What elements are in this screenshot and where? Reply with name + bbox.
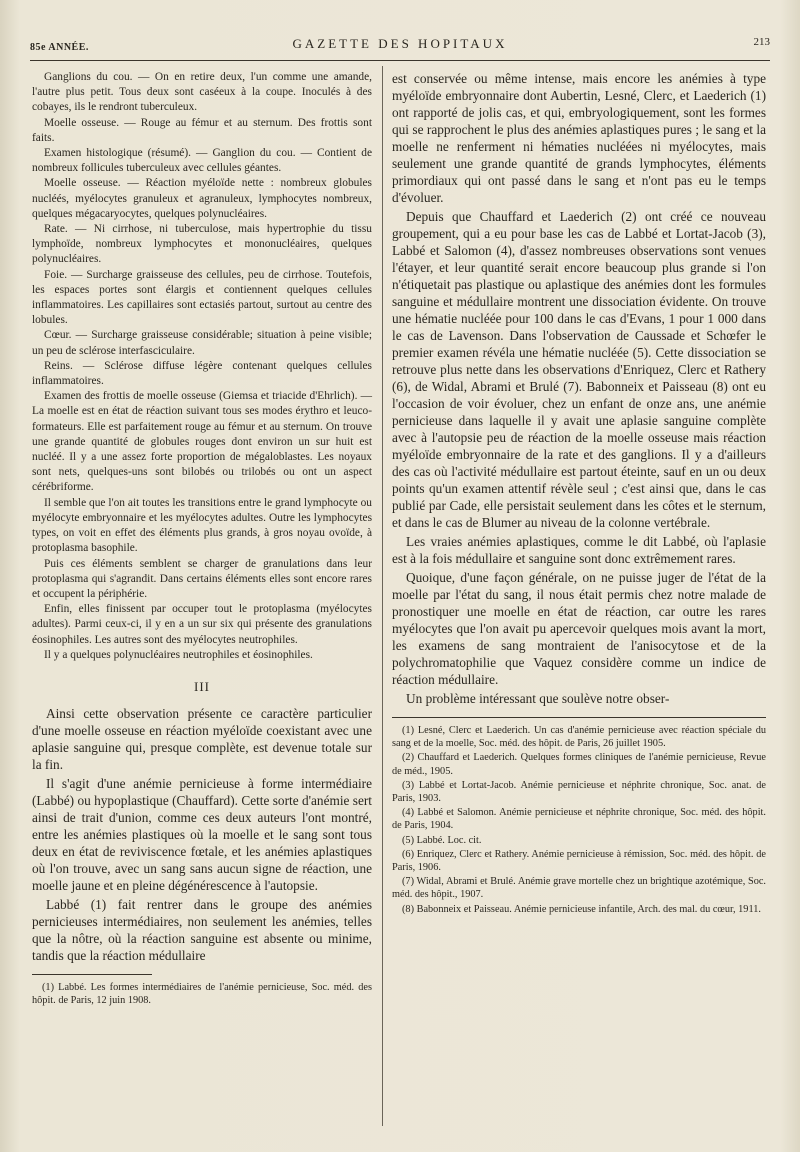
footnote: (1) Lesné, Clerc et Laederich. Un cas d'anémie pernicieuse avec réaction spéciale du sang et de la moelle, Soc. méd. des hôpit. de Paris, 26 juillet 1905. — [392, 725, 766, 750]
discussion-text-continued — [392, 70, 766, 707]
paragraph: Foie. — Surcharge graisseuse des cellules, peu de cirrhose. Toutefois, les espaces portes sont élargis et contiennent quelques cellules inflammatoires. Les capillaires sont ectasiés partout, surtout au centre des lobules. — [32, 268, 372, 327]
left-column — [32, 70, 372, 1008]
paragraph: Moelle osseuse. — Rouge au fémur et au sternum. Des frottis sont faits. — [32, 116, 372, 144]
paragraph: Un problème intéressant que soulève notre obser- — [406, 691, 670, 706]
footnote-rule — [392, 717, 766, 718]
paragraph: Cœur. — Surcharge graisseuse considérable; situation à peine visible; un peu de sclérose interfasciculaire. — [32, 329, 372, 357]
autopsy-findings — [32, 70, 372, 663]
paragraph: Labbé (1) fait rentrer dans le groupe des anémies pernicieuses intermédiaires, non seulement les anémies, telles que la nôtre, où la réaction sanguine est absente ou minime, tandis que la réaction médullaire — [32, 896, 372, 963]
volume-year: 85e ANNÉE. — [30, 42, 89, 53]
paragraph: Moelle osseuse. — Réaction myéloïde nette : nombreux globules nucléés, myélocytes granuleux et agranuleux, lymphocytes nombreux, quelques mégacaryocytes, quelques polynucléaires. — [32, 177, 372, 220]
footnote: (6) Enriquez, Clerc et Rathery. Anémie pernicieuse à rémission, Soc. méd. des hôpit. de Paris, 1906. — [392, 848, 766, 874]
footnotes — [32, 981, 372, 1007]
footnote: (4) Labbé et Salomon. Anémie pernicieuse et néphrite chronique, Soc. méd. des hôpit. de Paris, 1904. — [392, 807, 766, 832]
running-header — [30, 34, 770, 56]
paragraph: Ganglions du cou. — On en retire deux, l'un comme une amande, l'autre plus petit. Tous deux sont caséeux à la coupe. Inoculés à des cobayes, ils le rendront tuberculeux. — [32, 71, 372, 114]
paragraph: Il y a quelques polynucléaires neutrophiles et éosinophiles. — [44, 648, 313, 661]
column-divider — [382, 66, 383, 1126]
paragraph: Rate. — Ni cirrhose, ni tuberculose, mais hypertrophie du tissu lymphoïde, nombreux lymphocytes et mononucléaires, quelques polynucléaires. — [32, 223, 372, 266]
section-heading: III — [194, 678, 210, 694]
paragraph: Enfin, elles finissent par occuper tout le protoplasma (myélocytes adultes). Parmi ceux-ci, il y en a un sur six qui présente des granulations éosinophiles. Les autres sont des myélocytes neutrophiles. — [32, 603, 372, 646]
paragraph: Reins. — Sclérose diffuse légère contenant quelques cellules inflammatoires. — [32, 359, 372, 388]
footnote: (8) Babonneix et Paisseau. Anémie pernicieuse infantile, Arch. des mal. du cœur, 1911. — [402, 903, 761, 915]
paragraph: Il s'agit d'une anémie pernicieuse à forme intermédiaire (Labbé) ou hypoplastique (Chauffard). Cette sorte d'anémie sert ainsi de trait d'union, comme ces deux auteurs l'ont montré, entre les anémies plastiques où la moelle et le sang sont tous deux en état de reviviscence fœtale, et les anémies aplastiques où l'on trouve, avec un sang sans aucun signe de réaction, une moelle jaune et en pleine dégénérescence à l'autopsie. — [32, 775, 372, 893]
footnote: (2) Chauffard et Laederich. Quelques formes cliniques de l'anémie pernicieuse, Revue de méd., 1905. — [392, 752, 766, 777]
header-rule — [30, 60, 770, 61]
page-number: 213 — [753, 36, 770, 48]
footnote: (5) Labbé. Loc. cit. — [402, 834, 482, 846]
paragraph: Les vraies anémies aplastiques, comme le dit Labbé, où l'aplasie est à la fois médullaire et sanguine sont donc extrêmement rares. — [392, 534, 766, 566]
paragraph: Examen des frottis de moelle osseuse (Giemsa et triacide d'Ehrlich). — La moelle est en état de réaction suivant tous ses modes érythro et leuco-formateurs. Elle est parfaitement rouge au fémur et au sternum. On trouve une grande quantité de globules rouges dont environ un sur huit est nucléé. Il y a une assez forte proportion de mégaloblastes. Les noyaux sont nets, quelques-uns sont bilobés ou trilobés ou ont un aspect cérébriforme. — [32, 390, 372, 494]
paragraph: Depuis que Chauffard et Laederich (2) ont créé ce nouveau groupement, qui a eu pour base les cas de Labbé et Lortat-Jacob (3), Labbé et Salomon (4), d'assez nombreuses observations sont venues l'étayer, et leur quantité serait encore beaucoup plus grande si l'on n'étiquetait pas plastique ou aplastique des anémies dont les formules sanguine et médullaire montrent une dissociation évidente. On trouve une hématie nucléée pour 100 dans le cas d'Evans, 1 pour 1 000 dans le cas de Lavenson. Dans l'observation de Caussade et Schœfer le premier examen révéla une hématie nucléée (5). Cette dissociation se retrouve plus nette dans les observations d'Enriquez, Clerc et Rathery (6), de Widal, Abrami et Brulé (7). Babonneix et Paisseau (8) ont eu l'occasion de voir évoluer, chez un enfant de onze ans, une anémie pernicieuse dans laquelle il y avait une aplasie sanguine complète avec à l'autopsie peu de réaction de la moelle osseuse mais réaction myéloïde embryonnaire de la rate et des ganglions. Il y a d'ailleurs des cas où l'activité médullaire est partout éteinte, sauf en un ou deux points qu'un examen attentif révèle seul ; c'est ainsi que, dans le cas publié par Cade, elle persistait seulement dans les côtes et le sternum, et dans le cas de Blumer au niveau de la colonne vertébrale. — [392, 209, 766, 530]
paragraph: Ainsi cette observation présente ce caractère particulier d'une moelle osseuse en réaction myéloïde coexistant avec une aplasie sanguine qui, presque complète, est devenue totale sur la fin. — [32, 705, 372, 772]
paragraph: Puis ces éléments semblent se charger de granulations dans leur protoplasma qui s'agrandit. Dans certains éléments elles sont encore rares et occupent la périphérie. — [32, 557, 372, 600]
journal-title: GAZETTE DES HOPITAUX — [292, 36, 508, 51]
paragraph: Il semble que l'on ait toutes les transitions entre le grand lymphocyte ou myélocyte embryonnaire et les myélocytes adultes. Outre les lymphocytes types, on voit en effet des éléments plus grands, à gros noyau ovoïde, à protoplasma basophile. — [32, 496, 372, 555]
footnote-rule — [32, 974, 152, 975]
paragraph: Examen histologique (résumé). — Ganglion du cou. — Contient de nombreux follicules tuberculeux avec cellules géantes. — [32, 147, 372, 175]
paragraph: Quoique, d'une façon générale, on ne puisse juger de l'état de la moelle par l'état du sang, il nous était permis chez notre malade de pronostiquer une moelle en état de réaction, car outre les rares myélocytes que l'on avait pu apercevoir quelques mois avant la mort, les examens de sang montraient de l'anisocytose et de la polychromatophilie que Vaquez considère comme un indice de réaction médullaire. — [392, 570, 766, 687]
paragraph: est conservée ou même intense, mais encore les anémies à type myéloïde embryonnaire dont Aubertin, Lesné, Clerc, et Laederich (1) ont rapporté de jolis cas, et qui, embryologiquement, sont les formes qui se rapprochent le plus des anémies aplastiques pures ; le sang et la moelle ne renferment ni hématies nucléées ni myélocytes, mais seulement une grande quantité de grands lymphocytes, éléments primordiaux qui ont passé dans le sang et n'ont pas eu le temps d'évoluer. — [392, 71, 766, 205]
discussion-text — [32, 705, 372, 964]
footnote: (1) Labbé. Les formes intermédiaires de l'anémie pernicieuse, Soc. méd. des hôpit. de Paris, 12 juin 1908. — [32, 981, 372, 1007]
footnotes — [392, 724, 766, 916]
footnote: (3) Labbé et Lortat-Jacob. Anémie pernicieuse et néphrite chronique, Soc. anat. de Paris, 1903. — [392, 779, 766, 805]
right-column — [392, 70, 766, 917]
footnote: (7) Widal, Abrami et Brulé. Anémie grave mortelle chez un brightique azotémique, Soc. méd. des hôpit., 1907. — [392, 876, 766, 901]
